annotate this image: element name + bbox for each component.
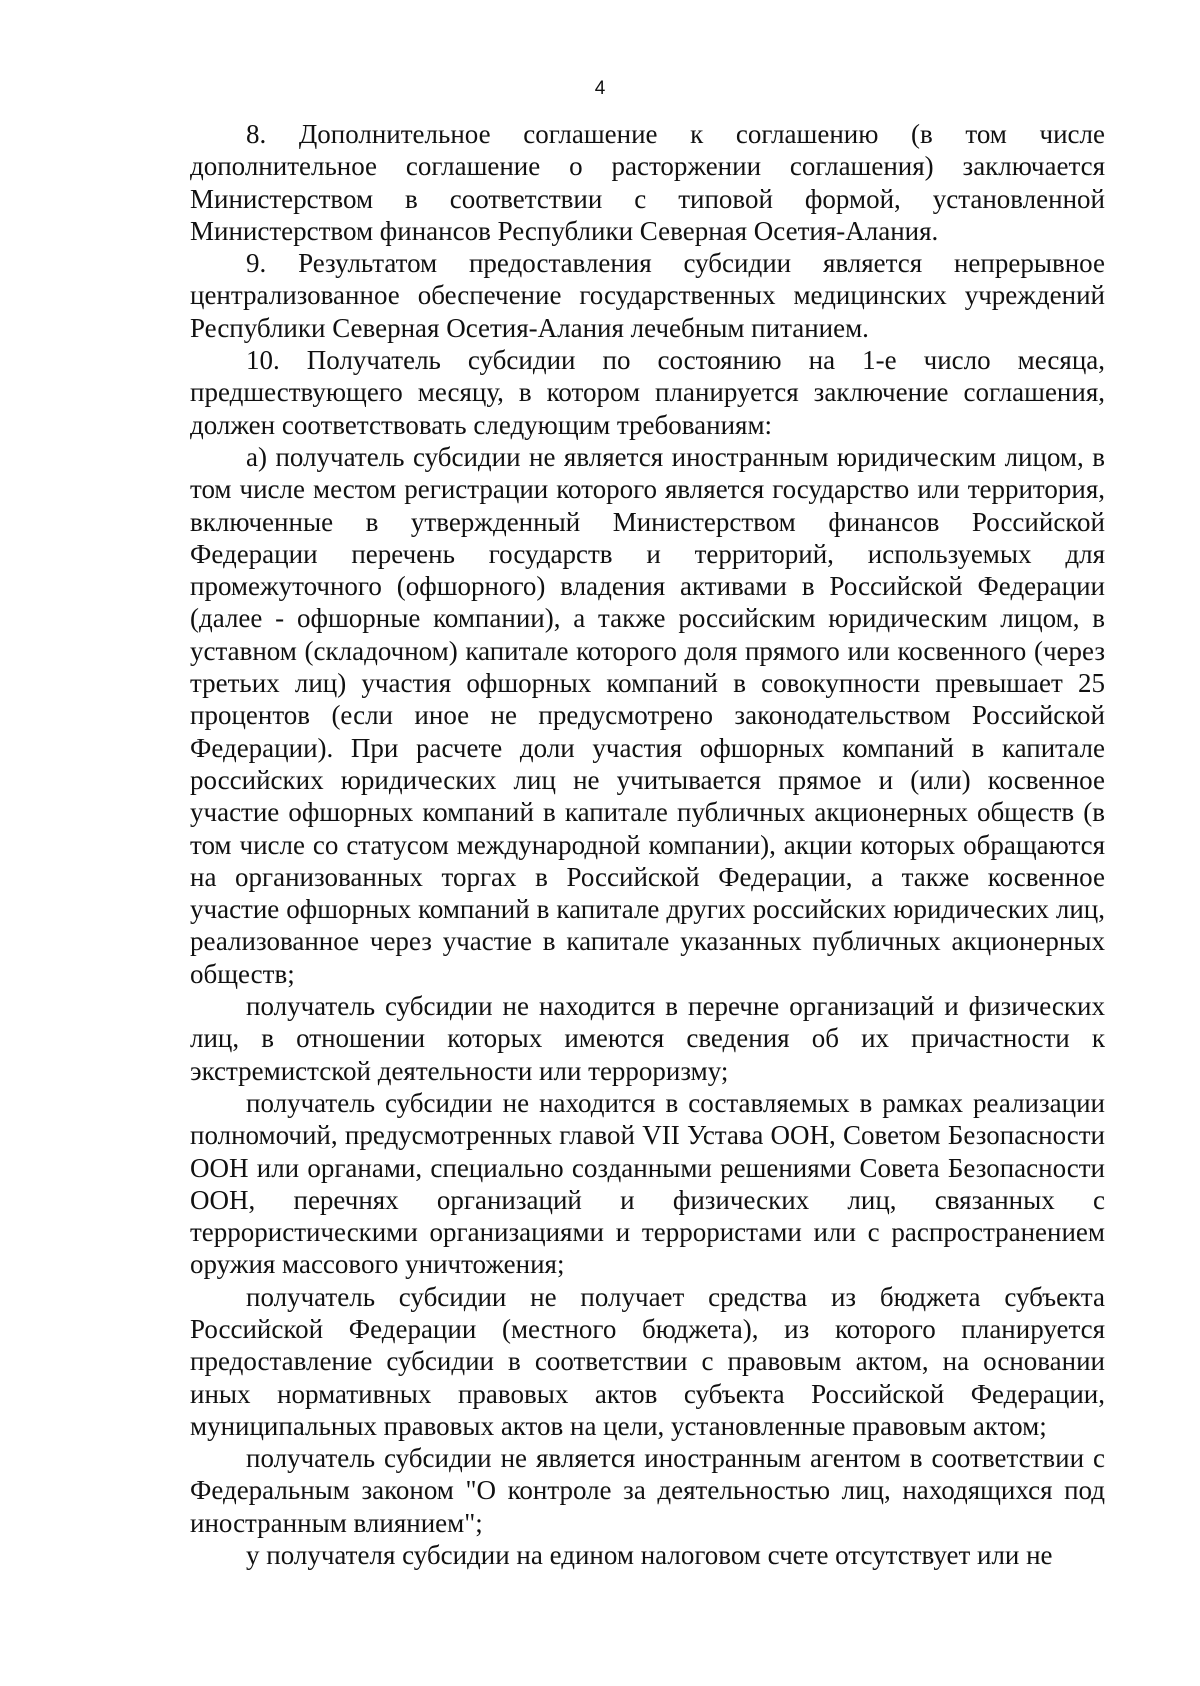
paragraph-budget-funds: получатель субсидии не получает средства из бюджета субъекта Российской Федерации (местного бюджета), из которого планируется предоставление субсидии в соответствии с правовым актом, на основании иных нормативных правовых актов субъекта Российской Федерации, муниципальных правовых актов на цели, установленные правовым актом; (190, 1281, 1105, 1441)
paragraph-10-a: а) получатель субсидии не является иностранным юридическим лицом, в том числе местом регистрации которого является государство или территория, включенные в утвержденный Министерством финансов Российской Федерации перечень государств и территорий, используемых для промежуточного (офшорного) владения активами в Российской Федерации (далее - офшорные компании), а также российским юридическим лицом, в уставном (складочном) капитале которого доля прямого или косвенного (через третьих лиц) участия офшорных компаний в совокупности превышает 25 процентов (если иное не предусмотрено законодательством Российской Федерации). При расчете доли участия офшорных компаний в капитале российских юридических лиц не учитывается прямое и (или) косвенное участие офшорных компаний в капитале публичных акционерных обществ (в том числе со статусом международной компании), акции которых обращаются на организованных торгах в Российской Федерации, а также косвенное участие офшорных компаний в капитале других российских юридических лиц, реализованное через участие в капитале указанных публичных акционерных обществ; (190, 441, 1105, 989)
paragraph-foreign-agent: получатель субсидии не является иностранным агентом в соответствии с Федеральным законом "О контроле за деятельностью лиц, находящихся под иностранным влиянием"; (190, 1443, 1105, 1538)
paragraph-8: 8. Дополнительное соглашение к соглашению (в том числе дополнительное соглашение о расторжении соглашения) заключается Министерством в соответствии с типовой формой, установленной Министерством финансов Республики Северная Осетия-Алания. (190, 119, 1105, 246)
document-body (190, 118, 1105, 1571)
paragraph-10: 10. Получатель субсидии по состоянию на 1-е число месяца, предшествующего месяцу, в котором планируется заключение соглашения, должен соответствовать следующим требованиям: (190, 345, 1105, 440)
paragraph-extremism: получатель субсидии не находится в перечне организаций и физических лиц, в отношении которых имеются сведения об их причастности к экстремистской деятельности или терроризму; (190, 991, 1105, 1086)
page-number: 4 (594, 78, 606, 99)
paragraph-un-lists: получатель субсидии не находится в составляемых в рамках реализации полномочий, предусмотренных главой VII Устава ООН, Советом Безопасности ООН или органами, специально созданными решениями Совета Безопасности ООН, перечнях организаций и физических лиц, связанных с террористическими организациями и террористами или с распространением оружия массового уничтожения; (190, 1087, 1105, 1280)
paragraph-9: 9. Результатом предоставления субсидии является непрерывное централизованное обеспечение государственных медицинских учреждений Республики Северная Осетия-Алания лечебным питанием. (190, 248, 1105, 343)
paragraph-tax-account: у получателя субсидии на едином налоговом счете отсутствует или не (246, 1540, 1053, 1571)
